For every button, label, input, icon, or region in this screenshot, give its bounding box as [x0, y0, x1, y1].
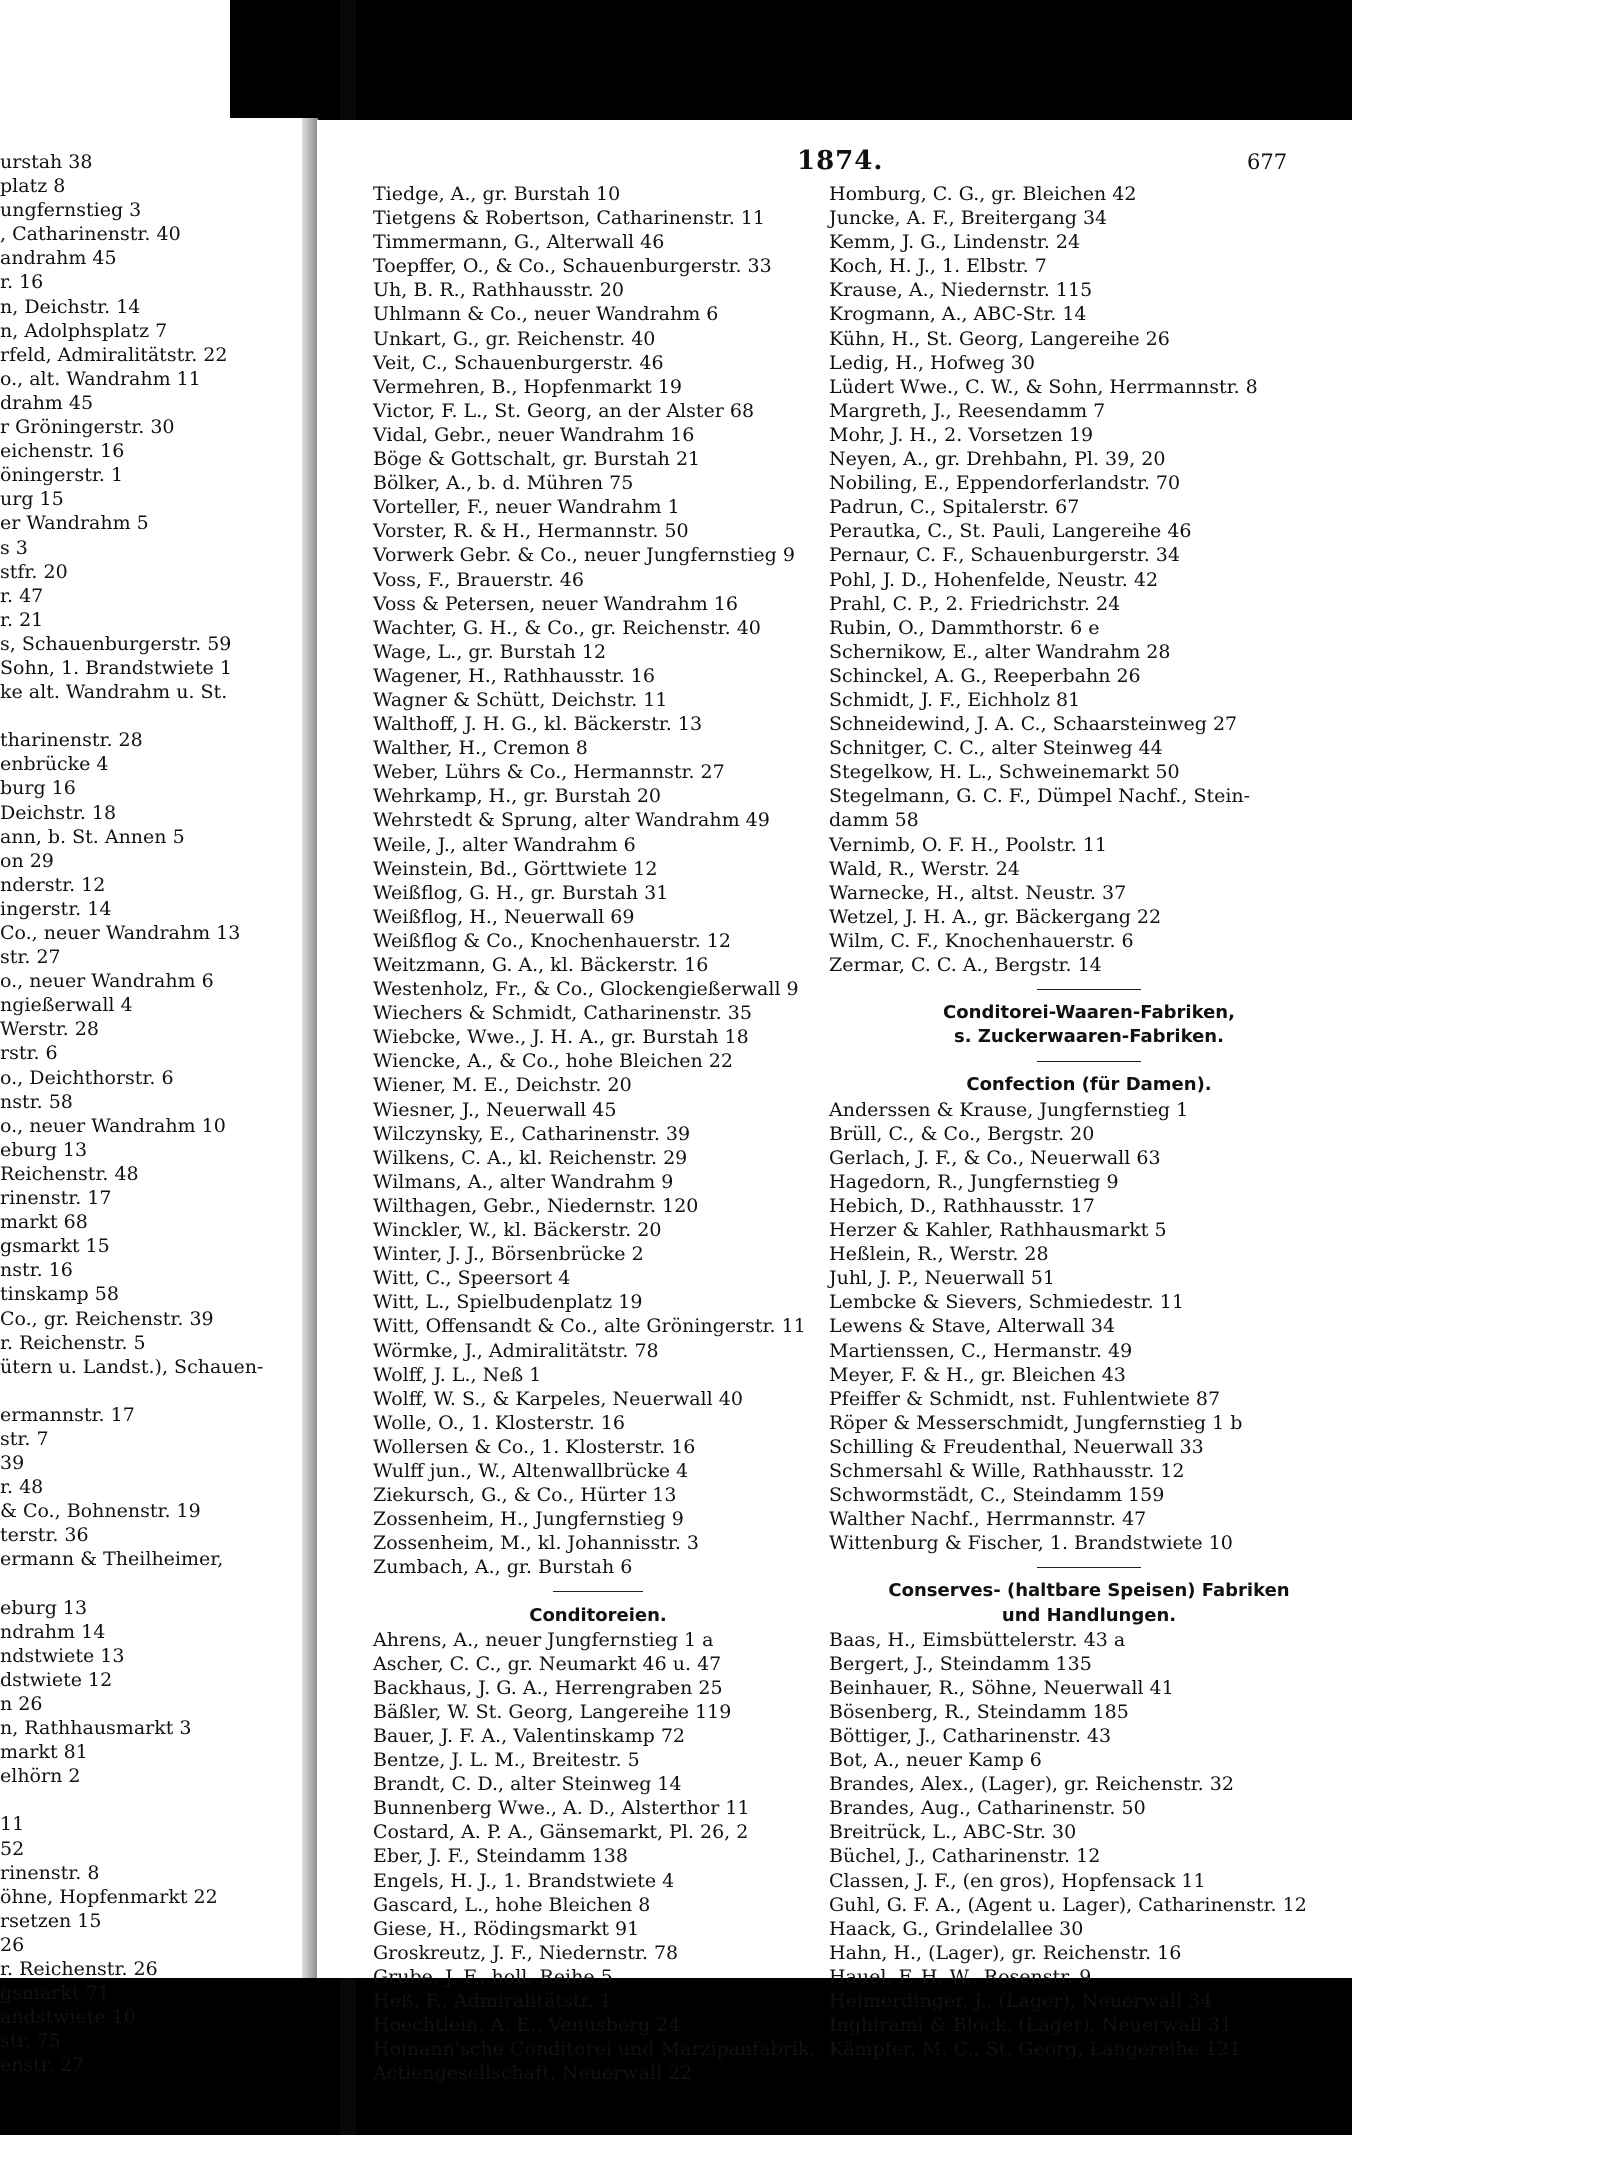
directory-entry: Grube, J. F., holl. Reihe 5	[373, 1965, 613, 1988]
directory-entry: ermannstr. 17	[0, 1403, 135, 1426]
directory-entry: Mohr, J. H., 2. Vorsetzen 19	[829, 423, 1094, 446]
directory-entry: ndrahm 14	[0, 1620, 106, 1643]
directory-entry: Hebich, D., Rathhausstr. 17	[829, 1194, 1095, 1217]
directory-entry: n, Adolphsplatz 7	[0, 319, 168, 342]
directory-entry: Wiener, M. E., Deichstr. 20	[373, 1074, 632, 1097]
directory-entry: Meyer, F. & H., gr. Bleichen 43	[829, 1363, 1126, 1386]
directory-entry: Wiechers & Schmidt, Catharinenstr. 35	[373, 1002, 752, 1025]
directory-entry: er Wandrahm 5	[0, 512, 149, 535]
directory-entry: Martienssen, C., Hermanstr. 49	[829, 1339, 1133, 1362]
directory-entry: damm 58	[829, 809, 919, 832]
directory-entry	[0, 704, 302, 728]
directory-entry: Stegelmann, G. C. F., Dümpel Nachf., Stein-	[829, 785, 1251, 808]
directory-entry: markt 81	[0, 1741, 88, 1764]
directory-entry: Krogmann, A., ABC-Str. 14	[829, 303, 1087, 326]
directory-entry: Uhlmann & Co., neuer Wandrahm 6	[373, 303, 719, 326]
directory-entry: r. 47	[0, 584, 44, 607]
scan-margin-top-left	[0, 0, 230, 118]
directory-entry: Giese, H., Rödingsmarkt 91	[373, 1917, 640, 1940]
directory-entry: Schernikow, E., alter Wandrahm 28	[829, 640, 1171, 663]
directory-entry: Wehrstedt & Sprung, alter Wandrahm 49	[373, 809, 770, 832]
directory-entry: Wittenburg & Fischer, 1. Brandstwiete 10	[829, 1532, 1233, 1555]
directory-entry: Engels, H. J., 1. Brandstwiete 4	[373, 1869, 675, 1892]
directory-entry: Brandes, Alex., (Lager), gr. Reichenstr. 32	[829, 1773, 1234, 1796]
directory-entry: Bölker, A., b. d. Mühren 75	[373, 472, 634, 495]
directory-entry: Timmermann, G., Alterwall 46	[373, 231, 665, 254]
directory-entry: Wage, L., gr. Burstah 12	[373, 640, 607, 663]
directory-entry: Wilmans, A., alter Wandrahm 9	[373, 1170, 674, 1193]
directory-entry: Schmersahl & Wille, Rathhausstr. 12	[829, 1459, 1185, 1482]
directory-entry: Ahrens, A., neuer Jungfernstieg 1 a	[373, 1628, 714, 1651]
directory-entry: Büchel, J., Catharinenstr. 12	[829, 1845, 1101, 1868]
directory-entry: Sohn, 1. Brandstwiete 1	[0, 656, 232, 679]
directory-entry: r. 21	[0, 608, 44, 631]
page-gutter	[302, 118, 318, 1978]
directory-entry: str. 7	[0, 1427, 49, 1450]
directory-entry: & Co., Bohnenstr. 19	[0, 1500, 201, 1523]
directory-entry: Classen, J. F., (en gros), Hopfensack 11	[829, 1869, 1206, 1892]
directory-entry: s 3	[0, 536, 28, 559]
right-column	[829, 182, 1349, 2061]
directory-entry: Heß, F., Admiralitätstr. 1	[373, 1990, 612, 2013]
conditoreien-group	[373, 1628, 823, 2086]
directory-entry	[0, 1379, 302, 1403]
directory-entry: 11	[0, 1813, 25, 1836]
directory-entry: Gerlach, J. F., & Co., Neuerwall 63	[829, 1146, 1161, 1169]
directory-entry: Krause, A., Niedernstr. 115	[829, 279, 1093, 302]
directory-entry: Actiengesellschaft, Neuerwall 22	[373, 2062, 693, 2085]
directory-entry: Unkart, G., gr. Reichenstr. 40	[373, 327, 656, 350]
middle-column	[373, 182, 823, 2085]
directory-entry: gsmarkt 15	[0, 1235, 110, 1258]
directory-entry: Margreth, J., Reesendamm 7	[829, 399, 1106, 422]
directory-entry: Lembcke & Sievers, Schmiedestr. 11	[829, 1291, 1184, 1314]
directory-entry: Deichstr. 18	[0, 801, 117, 824]
directory-entry: andstwiete 10	[0, 2006, 136, 2029]
directory-entry: Schinckel, A. G., Reeperbahn 26	[829, 664, 1141, 687]
directory-entry: Winckler, W., kl. Bäckerstr. 20	[373, 1219, 662, 1242]
section-divider	[829, 1049, 1349, 1073]
directory-entry: Weißflog, H., Neuerwall 69	[373, 905, 635, 928]
confection-entries	[829, 1098, 1349, 1556]
conserves-heading: Conserves- (haltbare Speisen) Fabriken	[888, 1580, 1290, 1602]
directory-entry: Kemm, J. G., Lindenstr. 24	[829, 231, 1081, 254]
directory-entry: Wilthagen, Gebr., Niedernstr. 120	[373, 1194, 699, 1217]
directory-entry: Koch, H. J., 1. Elbstr. 7	[829, 255, 1047, 278]
directory-entry: Böttiger, J., Catharinenstr. 43	[829, 1725, 1112, 1747]
left-page-column	[0, 150, 302, 2078]
directory-entry: Homann'sche Conditorei und Marzipanfabrik,	[373, 2038, 816, 2061]
directory-entry: tharinenstr. 28	[0, 729, 143, 752]
waaren-heading: Conditorei-Waaren-Fabriken,	[943, 1002, 1235, 1024]
directory-entry: Wörmke, J., Admiralitätstr. 78	[373, 1339, 659, 1362]
directory-entry: Brandt, C. D., alter Steinweg 14	[373, 1773, 682, 1796]
directory-entry: Victor, F. L., St. Georg, an der Alster 68	[373, 399, 755, 422]
directory-entry: ann, b. St. Annen 5	[0, 825, 185, 848]
directory-entry: n, Rathhausmarkt 3	[0, 1717, 192, 1740]
directory-entry: Hagedorn, R., Jungfernstieg 9	[829, 1170, 1119, 1193]
directory-entry: Bäßler, W. St. Georg, Langereihe 119	[373, 1700, 732, 1723]
right-entries-group	[829, 182, 1349, 977]
directory-entry: Weile, J., alter Wandrahm 6	[373, 833, 636, 856]
scan-margin-right	[1352, 0, 1600, 2177]
directory-entry: Juncke, A. F., Breitergang 34	[829, 207, 1108, 230]
directory-entry: Bentze, J. L. M., Breitestr. 5	[373, 1749, 640, 1772]
directory-entry: Hoechtlein, A. E., Venusberg 24	[373, 2014, 681, 2037]
directory-entry: Vermehren, B., Hopfenmarkt 19	[373, 375, 683, 398]
directory-entry: Groskreutz, J. F., Niedernstr. 78	[373, 1941, 679, 1964]
directory-entry: Lüdert Wwe., C. W., & Sohn, Herrmannstr. 8	[829, 375, 1258, 398]
directory-entry: Stegelkow, H. L., Schweinemarkt 50	[829, 761, 1180, 784]
directory-entry: Zossenheim, H., Jungfernstieg 9	[373, 1508, 684, 1531]
directory-entry: terstr. 36	[0, 1524, 89, 1547]
directory-entry: Wagner & Schütt, Deichstr. 11	[373, 688, 668, 711]
directory-entry: Weißflog & Co., Knochenhauerstr. 12	[373, 929, 732, 952]
conserves-group	[829, 1628, 1349, 2062]
directory-entry: Wiebcke, Wwe., J. H. A., gr. Burstah 18	[373, 1026, 749, 1049]
directory-entry: urstah 38	[0, 151, 93, 173]
directory-entry: Wehrkamp, H., gr. Burstah 20	[373, 785, 662, 808]
right-page	[317, 120, 1353, 2085]
directory-entry: rsetzen 15	[0, 1909, 102, 1932]
directory-entry: r. Reichenstr. 26	[0, 1958, 158, 1981]
directory-entry: Ledig, H., Hofweg 30	[829, 351, 1035, 374]
directory-entry: Brandes, Aug., Catharinenstr. 50	[829, 1797, 1146, 1820]
directory-entry: Veit, C., Schauenburgerstr. 46	[373, 351, 664, 374]
directory-entry: Röper & Messerschmidt, Jungfernstieg 1 b	[829, 1411, 1243, 1434]
directory-entry: ütern u. Landst.), Schauen-	[0, 1355, 264, 1378]
directory-entry: Witt, L., Spielbudenplatz 19	[373, 1291, 643, 1314]
directory-entry: Lewens & Stave, Alterwall 34	[829, 1315, 1116, 1338]
directory-entry: r. 16	[0, 271, 44, 294]
directory-entry: Pernaur, C. F., Schauenburgerstr. 34	[829, 544, 1180, 567]
directory-entry: Vidal, Gebr., neuer Wandrahm 16	[373, 423, 695, 446]
directory-entry: Padrun, C., Spitalerstr. 67	[829, 496, 1080, 519]
directory-entry: Ziekursch, G., & Co., Hürter 13	[373, 1484, 677, 1507]
directory-entry: Vorteller, F., neuer Wandrahm 1	[373, 496, 680, 519]
directory-entry: Walther, H., Cremon 8	[373, 737, 588, 760]
directory-entry: Heßlein, R., Werstr. 28	[829, 1243, 1049, 1266]
directory-entry: Bauer, J. F. A., Valentinskamp 72	[373, 1725, 686, 1747]
directory-entry: Schwormstädt, C., Steindamm 159	[829, 1484, 1165, 1507]
waaren-subheading: s. Zuckerwaaren-Fabriken.	[954, 1026, 1224, 1048]
directory-entry: markt 68	[0, 1211, 88, 1234]
directory-entry: Gascard, L., hohe Bleichen 8	[373, 1893, 651, 1916]
directory-entry: Schmidt, J. F., Eichholz 81	[829, 688, 1081, 711]
directory-entry: Weber, Lührs & Co., Hermannstr. 27	[373, 761, 725, 784]
section-divider	[829, 1555, 1349, 1579]
conditoreien-entries	[373, 1628, 823, 2086]
directory-entry: Brüll, C., & Co., Bergstr. 20	[829, 1122, 1095, 1145]
directory-entry: Werstr. 28	[0, 1018, 99, 1041]
page-number: 677	[1247, 150, 1288, 174]
directory-entry: Baas, H., Eimsbüttelerstr. 43 a	[829, 1628, 1126, 1651]
directory-entry: Pohl, J. D., Hohenfelde, Neustr. 42	[829, 568, 1159, 591]
directory-entry: Witt, C., Speersort 4	[373, 1267, 571, 1290]
directory-entry: Anderssen & Krause, Jungfernstieg 1	[829, 1098, 1189, 1121]
directory-entry: andrahm 45	[0, 247, 117, 270]
directory-entry: n 26	[0, 1693, 43, 1715]
directory-entry: s, Schauenburgerstr. 59	[0, 632, 232, 655]
directory-entry: nstr. 58	[0, 1090, 73, 1113]
directory-entry: Haack, G., Grindelallee 30	[829, 1917, 1084, 1940]
directory-entry: Witt, Offensandt & Co., alte Gröningerstr. 11	[373, 1315, 806, 1338]
directory-entry: Wiencke, A., & Co., hohe Bleichen 22	[373, 1050, 733, 1073]
directory-entry: Reichenstr. 48	[0, 1162, 139, 1185]
directory-entry: eburg 13	[0, 1138, 88, 1161]
directory-entry: Herzer & Kahler, Rathhausmarkt 5	[829, 1219, 1167, 1242]
directory-entry: str. 27	[0, 946, 61, 969]
directory-entry: öningerstr. 1	[0, 464, 124, 487]
section-divider	[829, 977, 1349, 1001]
directory-entry: Tiedge, A., gr. Burstah 10	[373, 183, 621, 205]
directory-entry: o., neuer Wandrahm 6	[0, 970, 214, 993]
directory-entry: Co., neuer Wandrahm 13	[0, 922, 241, 944]
directory-entry: Nobiling, E., Eppendorferlandstr. 70	[829, 472, 1181, 495]
directory-entry: rinenstr. 8	[0, 1861, 100, 1884]
directory-entry: Bunnenberg Wwe., A. D., Alsterthor 11	[373, 1797, 750, 1820]
directory-entry: Inghirami & Block, (Lager), Neuerwall 31	[829, 2014, 1233, 2037]
directory-entry: Zermar, C. C. A., Bergstr. 14	[829, 954, 1102, 976]
scan-margin-bottom	[0, 2135, 1600, 2177]
directory-entry: Wollersen & Co., 1. Klosterstr. 16	[373, 1435, 696, 1458]
directory-entry: Vernimb, O. F. H., Poolstr. 11	[829, 833, 1108, 856]
directory-entry: Bösenberg, R., Steindamm 185	[829, 1700, 1129, 1723]
directory-entry: drahm 45	[0, 391, 94, 414]
confection-heading: Confection (für Damen).	[966, 1074, 1212, 1096]
directory-entry: Breitrück, L., ABC-Str. 30	[829, 1821, 1077, 1844]
directory-entry: rinenstr. 17	[0, 1187, 112, 1210]
directory-entry: on 29	[0, 849, 54, 872]
directory-entry: Böge & Gottschalt, gr. Burstah 21	[373, 448, 701, 471]
directory-entry: gsmarkt 71	[0, 1982, 110, 2005]
directory-entry: Westenholz, Fr., & Co., Glockengießerwall 9	[373, 978, 799, 1001]
directory-entry: eichenstr. 16	[0, 440, 125, 463]
directory-entry: ingerstr. 14	[0, 897, 112, 920]
directory-entry: öhne, Hopfenmarkt 22	[0, 1885, 218, 1908]
directory-entry: Vorster, R. & H., Hermannstr. 50	[373, 520, 689, 543]
directory-entry	[0, 1788, 302, 1812]
directory-entry: Co., gr. Reichenstr. 39	[0, 1307, 214, 1330]
directory-entry: r. Reichenstr. 5	[0, 1331, 146, 1354]
directory-entry: r Gröningerstr. 30	[0, 416, 175, 439]
directory-entry: Warnecke, H., altst. Neustr. 37	[829, 881, 1127, 904]
directory-entry: 52	[0, 1837, 25, 1860]
directory-entry: Walther Nachf., Herrmannstr. 47	[829, 1508, 1147, 1531]
directory-entry: ndstwiete 13	[0, 1644, 125, 1667]
directory-entry: Wolff, J. L., Neß 1	[373, 1363, 542, 1386]
directory-entry: Tietgens & Robertson, Catharinenstr. 11	[373, 207, 765, 230]
directory-entry: Perautka, C., St. Pauli, Langereihe 46	[829, 520, 1192, 543]
directory-entry: o., Deichthorstr. 6	[0, 1066, 174, 1089]
left-page	[0, 118, 302, 2077]
directory-entry: str. 75	[0, 2030, 61, 2053]
directory-entry: o., neuer Wandrahm 10	[0, 1114, 226, 1137]
directory-entry: nderstr. 12	[0, 873, 106, 896]
directory-entry: eburg 13	[0, 1596, 88, 1619]
directory-entry: Hahn, H., (Lager), gr. Reichenstr. 16	[829, 1941, 1182, 1964]
directory-entry: Juhl, J. P., Neuerwall 51	[829, 1267, 1055, 1290]
directory-entry: Voss, F., Brauerstr. 46	[373, 568, 584, 591]
directory-entry: 39	[0, 1452, 25, 1475]
directory-entry: enstr. 27	[0, 2054, 85, 2077]
directory-entry: Wiesner, J., Neuerwall 45	[373, 1098, 617, 1121]
directory-entry: tinskamp 58	[0, 1283, 119, 1306]
directory-entry: Homburg, C. G., gr. Bleichen 42	[829, 183, 1137, 205]
middle-entries	[373, 182, 823, 1579]
directory-entry: enbrücke 4	[0, 753, 109, 776]
directory-entry: Hauel, F. H. W., Rosenstr. 9	[829, 1965, 1092, 1988]
directory-entry: Wachter, G. H., & Co., gr. Reichenstr. 40	[373, 616, 761, 639]
directory-entry: Walthoff, J. H. G., kl. Bäckerstr. 13	[373, 713, 703, 736]
directory-entry: ke alt. Wandrahm u. St.	[0, 681, 228, 704]
directory-entry: ermann & Theilheimer,	[0, 1548, 224, 1571]
directory-entry: Wolff, W. S., & Karpeles, Neuerwall 40	[373, 1387, 743, 1410]
directory-entry: Zossenheim, M., kl. Johannisstr. 3	[373, 1532, 699, 1555]
directory-entry: Wilm, C. F., Knochenhauerstr. 6	[829, 929, 1134, 952]
directory-entry: Backhaus, J. G. A., Herrengraben 25	[373, 1676, 723, 1699]
directory-entry: elhörn 2	[0, 1765, 81, 1788]
directory-entry: Wilczynsky, E., Catharinenstr. 39	[373, 1122, 691, 1145]
directory-entry: Schilling & Freudenthal, Neuerwall 33	[829, 1435, 1204, 1458]
directory-entry: ngießerwall 4	[0, 994, 133, 1017]
directory-entry: Winter, J. J., Börsenbrücke 2	[373, 1243, 644, 1266]
directory-entry: Ascher, C. C., gr. Neumarkt 46 u. 47	[373, 1652, 722, 1675]
directory-entry: Zumbach, A., gr. Burstah 6	[373, 1556, 633, 1579]
directory-entry: Pfeiffer & Schmidt, nst. Fuhlentwiete 87	[829, 1387, 1221, 1410]
directory-entry: nstr. 16	[0, 1259, 73, 1282]
directory-entry: Schnitger, C. C., alter Steinweg 44	[829, 737, 1163, 760]
directory-entry: 26	[0, 1933, 25, 1956]
right-entries	[829, 182, 1349, 977]
directory-entry: Schneidewind, J. A. C., Schaarsteinweg 27	[829, 713, 1238, 736]
directory-entry: Wetzel, J. H. A., gr. Bäckergang 22	[829, 905, 1162, 928]
directory-entry: platz 8	[0, 175, 66, 198]
directory-entry: Voss & Petersen, neuer Wandrahm 16	[373, 592, 738, 615]
directory-entry: stfr. 20	[0, 560, 68, 583]
directory-entry: Wolle, O., 1. Klosterstr. 16	[373, 1411, 625, 1434]
directory-entry: burg 16	[0, 777, 76, 800]
directory-entry: r. 48	[0, 1476, 44, 1499]
directory-entry: Prahl, C. P., 2. Friedrichstr. 24	[829, 592, 1121, 615]
page-year: 1874.	[797, 146, 884, 176]
directory-entry: rstr. 6	[0, 1042, 58, 1065]
directory-entry: Kühn, H., St. Georg, Langereihe 26	[829, 327, 1170, 350]
directory-entry: , Catharinenstr. 40	[0, 223, 181, 246]
directory-entry: n, Deichstr. 14	[0, 295, 141, 318]
conserves-entries	[829, 1628, 1349, 2062]
directory-entry: Weitzmann, G. A., kl. Bäckerstr. 16	[373, 954, 709, 976]
directory-entry: Toepffer, O., & Co., Schauenburgerstr. 33	[373, 255, 772, 278]
directory-entry: Vorwerk Gebr. & Co., neuer Jungfernstieg 9	[373, 544, 795, 567]
directory-entry: Weißflog, G. H., gr. Burstah 31	[373, 881, 669, 904]
confection-group	[829, 1098, 1349, 1556]
directory-entry: dstwiete 12	[0, 1668, 113, 1691]
directory-entry: o., alt. Wandrahm 11	[0, 367, 201, 390]
directory-entry: Wagener, H., Rathhausstr. 16	[373, 664, 655, 687]
conserves-subheading: und Handlungen.	[1001, 1604, 1177, 1626]
directory-entry: Beinhauer, R., Söhne, Neuerwall 41	[829, 1676, 1174, 1699]
directory-entry: Wulff jun., W., Altenwallbrücke 4	[373, 1459, 689, 1482]
directory-entry: Kämpfer, M. C., St. Georg, Langereihe 121	[829, 2038, 1242, 2061]
directory-entry: Weinstein, Bd., Görttwiete 12	[373, 857, 658, 880]
directory-entry: Rubin, O., Dammthorstr. 6 e	[829, 616, 1100, 639]
directory-entry: Bergert, J., Steindamm 135	[829, 1652, 1092, 1675]
directory-entry: urg 15	[0, 488, 64, 511]
directory-entry: Eber, J. F., Steindamm 138	[373, 1845, 628, 1868]
middle-entries-group	[373, 182, 823, 1579]
section-divider	[373, 1579, 823, 1603]
directory-entry	[0, 1572, 302, 1596]
directory-entry: Neyen, A., gr. Drehbahn, Pl. 39, 20	[829, 448, 1166, 471]
directory-entry: Wilkens, C. A., kl. Reichenstr. 29	[373, 1146, 688, 1169]
directory-entry: Heimerdinger, J., (Lager), Neuerwall 34	[829, 1990, 1213, 2013]
directory-entry: ungfernstieg 3	[0, 199, 142, 222]
conditoreien-heading: Conditoreien.	[529, 1604, 667, 1626]
directory-entry: Guhl, G. F. A., (Agent u. Lager), Catharinenstr. 12	[829, 1893, 1307, 1916]
directory-entry: rfeld, Admiralitätstr. 22	[0, 343, 228, 366]
directory-entry: Costard, A. P. A., Gänsemarkt, Pl. 26, 2	[373, 1821, 749, 1844]
directory-entry: Uh, B. R., Rathhausstr. 20	[373, 279, 624, 302]
directory-entry: Bot, A., neuer Kamp 6	[829, 1749, 1042, 1772]
directory-entry: Wald, R., Werstr. 24	[829, 857, 1020, 880]
